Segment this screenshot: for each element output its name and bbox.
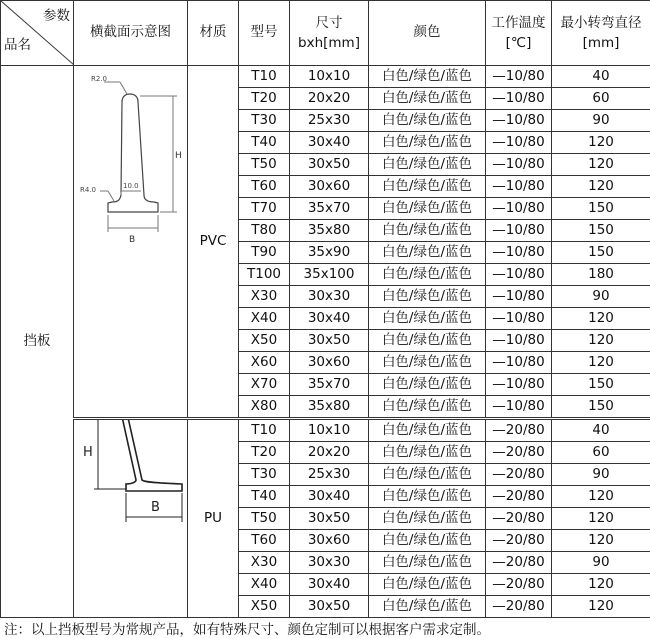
header-product: 品名 <box>4 36 31 53</box>
color-cell: 白色/绿色/蓝色 <box>369 88 486 110</box>
header-size-line1: 尺寸 <box>315 15 343 31</box>
color-cell: 白色/绿色/蓝色 <box>369 242 486 264</box>
temp-cell: —10/80 <box>486 154 552 176</box>
model-cell: T40 <box>239 132 290 154</box>
color-cell: 白色/绿色/蓝色 <box>369 486 486 508</box>
size-cell: 35x70 <box>290 374 369 396</box>
radius-cell: 60 <box>552 442 650 464</box>
header-size <box>290 1 369 66</box>
temp-cell: —10/80 <box>486 88 552 110</box>
header-color: 颜色 <box>369 1 486 66</box>
temp-cell: —20/80 <box>486 442 552 464</box>
color-cell: 白色/绿色/蓝色 <box>369 396 486 419</box>
model-cell: T30 <box>239 464 290 486</box>
color-cell: 白色/绿色/蓝色 <box>369 419 486 442</box>
model-cell: T30 <box>239 110 290 132</box>
radius-cell: 150 <box>552 396 650 419</box>
pu-label-b: B <box>151 500 160 515</box>
temp-cell: —20/80 <box>486 596 552 618</box>
pvc-label-h: H <box>175 151 182 161</box>
model-cell: X30 <box>239 552 290 574</box>
model-cell: X40 <box>239 574 290 596</box>
color-cell: 白色/绿色/蓝色 <box>369 352 486 374</box>
size-cell: 30x60 <box>290 352 369 374</box>
radius-cell: 150 <box>552 374 650 396</box>
size-cell: 10x10 <box>290 419 369 442</box>
radius-cell: 40 <box>552 66 650 88</box>
radius-cell: 120 <box>552 132 650 154</box>
radius-cell: 120 <box>552 154 650 176</box>
size-cell: 25x30 <box>290 110 369 132</box>
model-cell: X70 <box>239 374 290 396</box>
pvc-label-b: B <box>129 235 136 245</box>
footnote: 注：以上挡板型号为常规产品，如有特殊尺寸、颜色定制可以根据客户需求定制。 <box>4 622 490 638</box>
radius-cell: 120 <box>552 330 650 352</box>
color-cell: 白色/绿色/蓝色 <box>369 330 486 352</box>
size-cell: 30x50 <box>290 508 369 530</box>
temp-cell: —10/80 <box>486 352 552 374</box>
model-cell: T50 <box>239 154 290 176</box>
temp-cell: —10/80 <box>486 198 552 220</box>
color-cell: 白色/绿色/蓝色 <box>369 308 486 330</box>
pvc-label-width: 10.0 <box>123 182 139 190</box>
pvc-cross-section-figure <box>74 70 186 260</box>
header-size-line2: bxh[mm] <box>298 35 360 51</box>
header-temp-line1: 工作温度 <box>491 15 546 31</box>
pvc-label-r-top: R2.0 <box>91 75 107 83</box>
radius-cell: 90 <box>552 552 650 574</box>
temp-cell: —10/80 <box>486 330 552 352</box>
size-cell: 30x50 <box>290 330 369 352</box>
color-cell: 白色/绿色/蓝色 <box>369 132 486 154</box>
model-cell: X50 <box>239 330 290 352</box>
model-cell: T90 <box>239 242 290 264</box>
temp-cell: —10/80 <box>486 242 552 264</box>
color-cell: 白色/绿色/蓝色 <box>369 66 486 88</box>
header-radius-line2: [mm] <box>582 35 620 51</box>
radius-cell: 150 <box>552 198 650 220</box>
size-cell: 30x40 <box>290 574 369 596</box>
radius-cell: 120 <box>552 596 650 618</box>
radius-cell: 150 <box>552 220 650 242</box>
radius-cell: 120 <box>552 508 650 530</box>
model-cell: T80 <box>239 220 290 242</box>
material-cell: PVC <box>188 66 239 419</box>
color-cell: 白色/绿色/蓝色 <box>369 176 486 198</box>
model-cell: X30 <box>239 286 290 308</box>
color-cell: 白色/绿色/蓝色 <box>369 442 486 464</box>
model-cell: X50 <box>239 596 290 618</box>
model-cell: T70 <box>239 198 290 220</box>
radius-cell: 120 <box>552 486 650 508</box>
color-cell: 白色/绿色/蓝色 <box>369 574 486 596</box>
radius-cell: 90 <box>552 286 650 308</box>
model-cell: T60 <box>239 530 290 552</box>
size-cell: 30x50 <box>290 154 369 176</box>
size-cell: 30x40 <box>290 308 369 330</box>
color-cell: 白色/绿色/蓝色 <box>369 552 486 574</box>
model-cell: T10 <box>239 66 290 88</box>
pvc-figure-cell <box>74 66 188 419</box>
radius-cell: 90 <box>552 464 650 486</box>
temp-cell: —20/80 <box>486 464 552 486</box>
size-cell: 30x40 <box>290 132 369 154</box>
model-cell: T60 <box>239 176 290 198</box>
size-cell: 30x50 <box>290 596 369 618</box>
material-cell: PU <box>188 419 239 618</box>
radius-cell: 180 <box>552 264 650 286</box>
model-cell: T10 <box>239 419 290 442</box>
header-temp-line2: [℃] <box>505 35 532 51</box>
model-cell: X40 <box>239 308 290 330</box>
radius-cell: 120 <box>552 176 650 198</box>
size-cell: 35x80 <box>290 220 369 242</box>
header-material: 材质 <box>188 1 239 66</box>
size-cell: 30x30 <box>290 286 369 308</box>
pu-figure-cell <box>74 419 188 618</box>
radius-cell: 120 <box>552 530 650 552</box>
header-row <box>1 1 650 66</box>
size-cell: 35x100 <box>290 264 369 286</box>
model-cell: T100 <box>239 264 290 286</box>
model-cell: T50 <box>239 508 290 530</box>
temp-cell: —10/80 <box>486 264 552 286</box>
color-cell: 白色/绿色/蓝色 <box>369 464 486 486</box>
header-param: 参数 <box>43 8 70 24</box>
pu-label-h: H <box>83 445 93 460</box>
radius-cell: 120 <box>552 574 650 596</box>
model-cell: X80 <box>239 396 290 419</box>
color-cell: 白色/绿色/蓝色 <box>369 110 486 132</box>
temp-cell: —20/80 <box>486 530 552 552</box>
table-row <box>1 66 650 88</box>
model-cell: T20 <box>239 88 290 110</box>
temp-cell: —20/80 <box>486 552 552 574</box>
color-cell: 白色/绿色/蓝色 <box>369 374 486 396</box>
temp-cell: —20/80 <box>486 486 552 508</box>
header-model: 型号 <box>239 1 290 66</box>
color-cell: 白色/绿色/蓝色 <box>369 596 486 618</box>
table-body <box>1 66 650 618</box>
model-cell: X60 <box>239 352 290 374</box>
temp-cell: —20/80 <box>486 574 552 596</box>
radius-cell: 40 <box>552 419 650 442</box>
temp-cell: —20/80 <box>486 419 552 442</box>
pvc-label-r-bottom: R4.0 <box>80 186 96 194</box>
size-cell: 20x20 <box>290 88 369 110</box>
pu-cross-section-figure <box>74 419 186 531</box>
radius-cell: 120 <box>552 308 650 330</box>
color-cell: 白色/绿色/蓝色 <box>369 198 486 220</box>
header-radius <box>552 1 650 66</box>
size-cell: 20x20 <box>290 442 369 464</box>
temp-cell: —10/80 <box>486 176 552 198</box>
size-cell: 35x90 <box>290 242 369 264</box>
size-cell: 35x70 <box>290 198 369 220</box>
radius-cell: 120 <box>552 352 650 374</box>
size-cell: 30x60 <box>290 176 369 198</box>
header-radius-line1: 最小转弯直径 <box>560 15 642 31</box>
temp-cell: —10/80 <box>486 396 552 419</box>
radius-cell: 150 <box>552 242 650 264</box>
size-cell: 30x40 <box>290 486 369 508</box>
model-cell: T20 <box>239 442 290 464</box>
color-cell: 白色/绿色/蓝色 <box>369 508 486 530</box>
temp-cell: —10/80 <box>486 374 552 396</box>
temp-cell: —10/80 <box>486 286 552 308</box>
table-row <box>1 419 650 442</box>
size-cell: 30x60 <box>290 530 369 552</box>
header-temp <box>486 1 552 66</box>
radius-cell: 90 <box>552 110 650 132</box>
temp-cell: —10/80 <box>486 110 552 132</box>
color-cell: 白色/绿色/蓝色 <box>369 154 486 176</box>
color-cell: 白色/绿色/蓝色 <box>369 220 486 242</box>
temp-cell: —10/80 <box>486 308 552 330</box>
temp-cell: —10/80 <box>486 66 552 88</box>
header-param-product <box>1 1 74 66</box>
model-cell: T40 <box>239 486 290 508</box>
radius-cell: 60 <box>552 88 650 110</box>
temp-cell: —10/80 <box>486 220 552 242</box>
temp-cell: —20/80 <box>486 508 552 530</box>
size-cell: 30x30 <box>290 552 369 574</box>
size-cell: 10x10 <box>290 66 369 88</box>
header-section-diagram: 横截面示意图 <box>74 1 188 66</box>
color-cell: 白色/绿色/蓝色 <box>369 286 486 308</box>
size-cell: 35x80 <box>290 396 369 419</box>
product-name: 挡板 <box>1 66 74 618</box>
color-cell: 白色/绿色/蓝色 <box>369 264 486 286</box>
temp-cell: —10/80 <box>486 132 552 154</box>
color-cell: 白色/绿色/蓝色 <box>369 530 486 552</box>
size-cell: 25x30 <box>290 464 369 486</box>
